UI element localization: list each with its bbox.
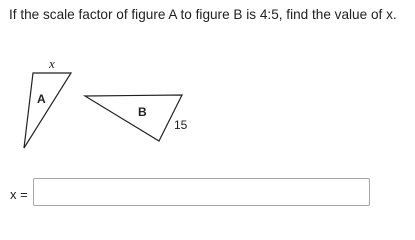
triangle-b	[85, 95, 182, 141]
triangle-a-label: A	[37, 92, 46, 106]
answer-label: x =	[10, 187, 28, 202]
triangle-b-side-label: 15	[174, 118, 188, 132]
question-text: If the scale factor of figure A to figure B is 4:5, find the value of x.	[9, 7, 397, 22]
answer-input[interactable]	[33, 178, 370, 206]
triangle-a-side-label: x	[49, 56, 55, 71]
triangle-b-label: B	[138, 105, 147, 119]
triangle-a	[24, 73, 71, 148]
